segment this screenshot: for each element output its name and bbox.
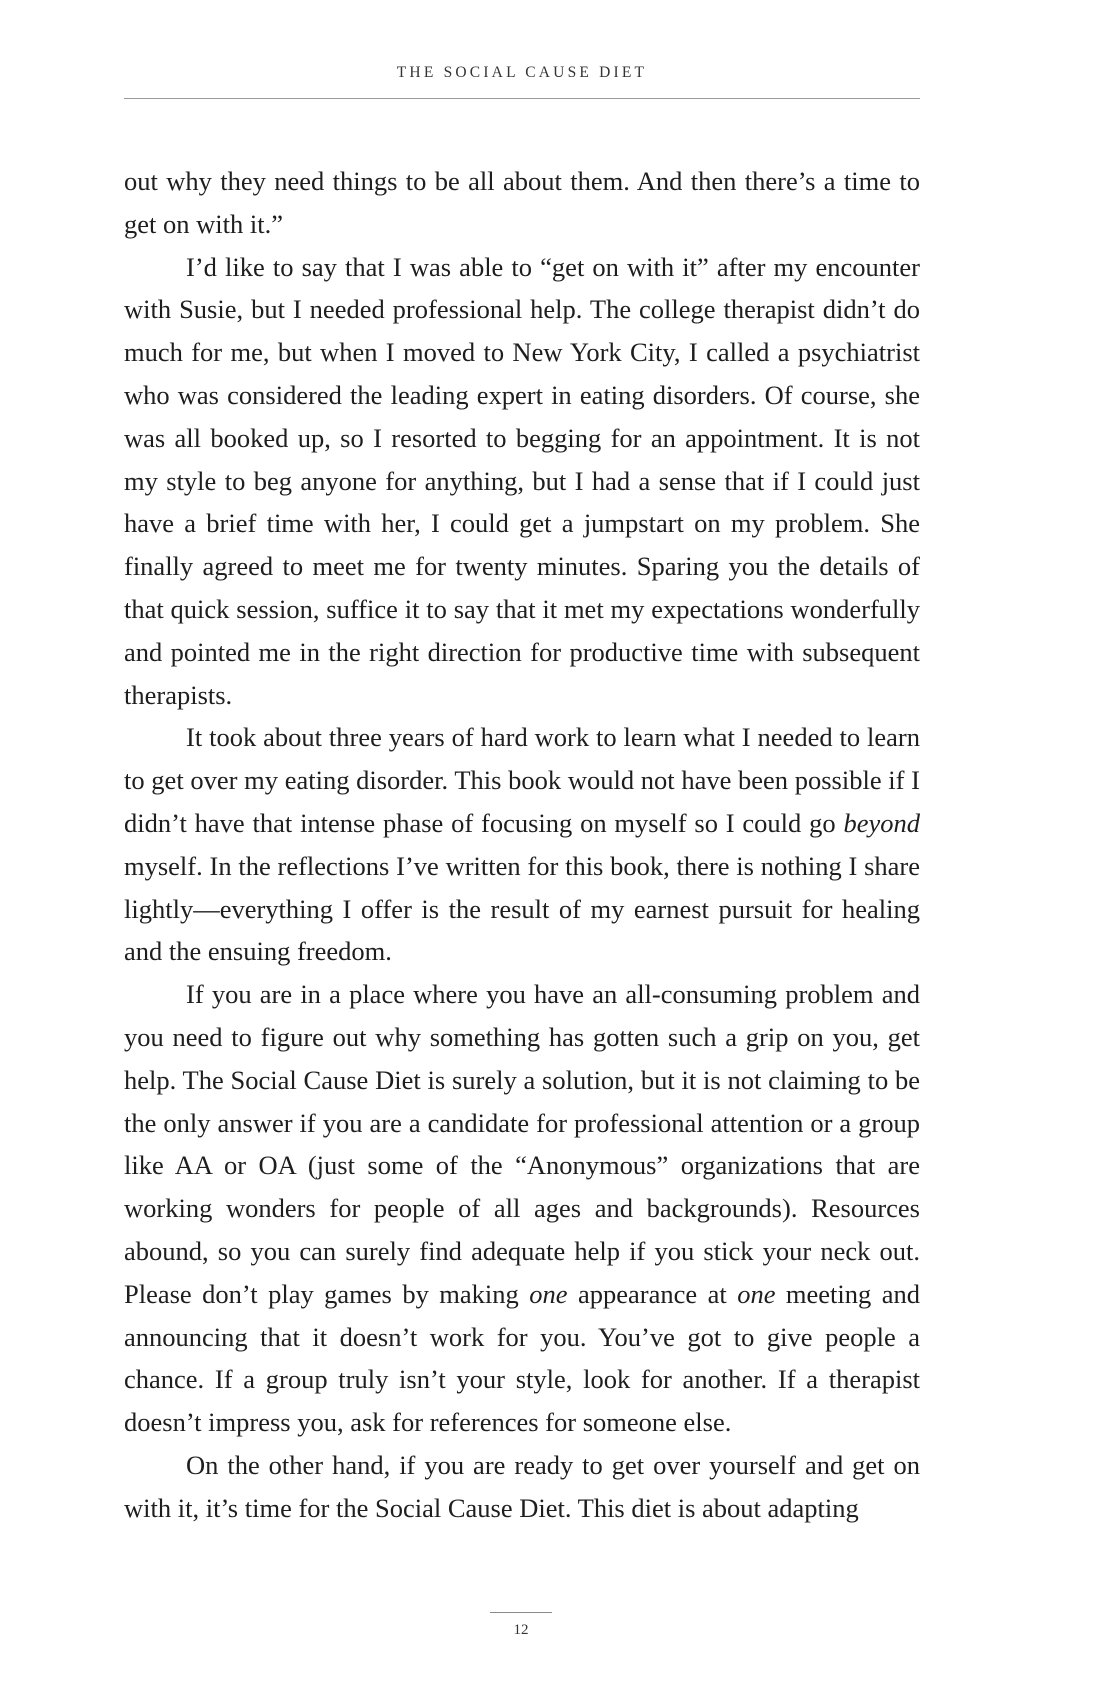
- text-run: myself. In the reflections I’ve written for this book, there is nothing I share lightly—everything I offer is the result of my earnest pursuit for healing and the ensuing freedom.: [124, 850, 920, 967]
- text-run: meeting and announcing that it doesn’t work for you. You’ve got to give people a chance. If a group truly isn’t your style, look for another. If a therapist doesn’t impress you, ask for references for someone else.: [124, 1278, 921, 1438]
- italic-text-run: one: [529, 1278, 568, 1309]
- text-run: I’d like to say that I was able to “get on with it” after my encounter with Susie, but I needed professional help. The college therapist didn’t do much for me, but when I moved to New York City, I called a psychiatrist who was considered the leading expert in eating disorders. Of course, she was all booked up, so I resorted to begging for an appointment. It is not my style to beg anyone for anything, but I had a sense that if I could just have a brief time with her, I could get a jumpstart on my problem. She finally agreed to meet me for twenty minutes. Sparing you the details of that quick session, suffice it to say that it met my expectations wonderfully and pointed me in the right direction for productive time with subsequent therapists.: [124, 251, 920, 710]
- paragraph-3: [124, 716, 920, 973]
- paragraph-1: [124, 160, 920, 246]
- paragraph-5: [124, 1444, 920, 1530]
- text-run: appearance at: [567, 1278, 738, 1309]
- paragraph-2: [124, 246, 920, 717]
- text-run: It took about three years of hard work to learn what I needed to learn to get over my eating disorder. This book would not have been possible if I didn’t have that intense phase of focusing on myself so I could go: [124, 722, 920, 838]
- text-run: out why they need things to be all about them. And then there’s a time to get on with it.”: [124, 166, 920, 239]
- text-run: On the other hand, if you are ready to get over yourself and get on with it, it’s time for the Social Cause Diet. This diet is about adapting: [124, 1449, 920, 1523]
- italic-text-run: one: [737, 1278, 776, 1309]
- paragraph-4: [124, 973, 920, 1444]
- text-run: If you are in a place where you have an all-consuming problem and you need to figure out why something has gotten such a grip on you, get help. The Social Cause Diet is surely a solution, but it is not claiming to be the only answer if you are a candidate for professional attention or a group like AA or OA (just some of the “Anonymous” organizations that are working wonders for people of all ages and backgrounds). Resources abound, so you can surely find adequate help if you stick your neck out. Please don’t play games by making: [124, 979, 920, 1309]
- body-text: [124, 160, 920, 1530]
- running-head: THE SOCIAL CAUSE DIET: [396, 64, 648, 81]
- page-number: 12: [513, 1622, 529, 1638]
- footer-rule: [490, 1612, 552, 1613]
- italic-text-run: beyond: [843, 807, 920, 838]
- header-rule: [124, 98, 920, 99]
